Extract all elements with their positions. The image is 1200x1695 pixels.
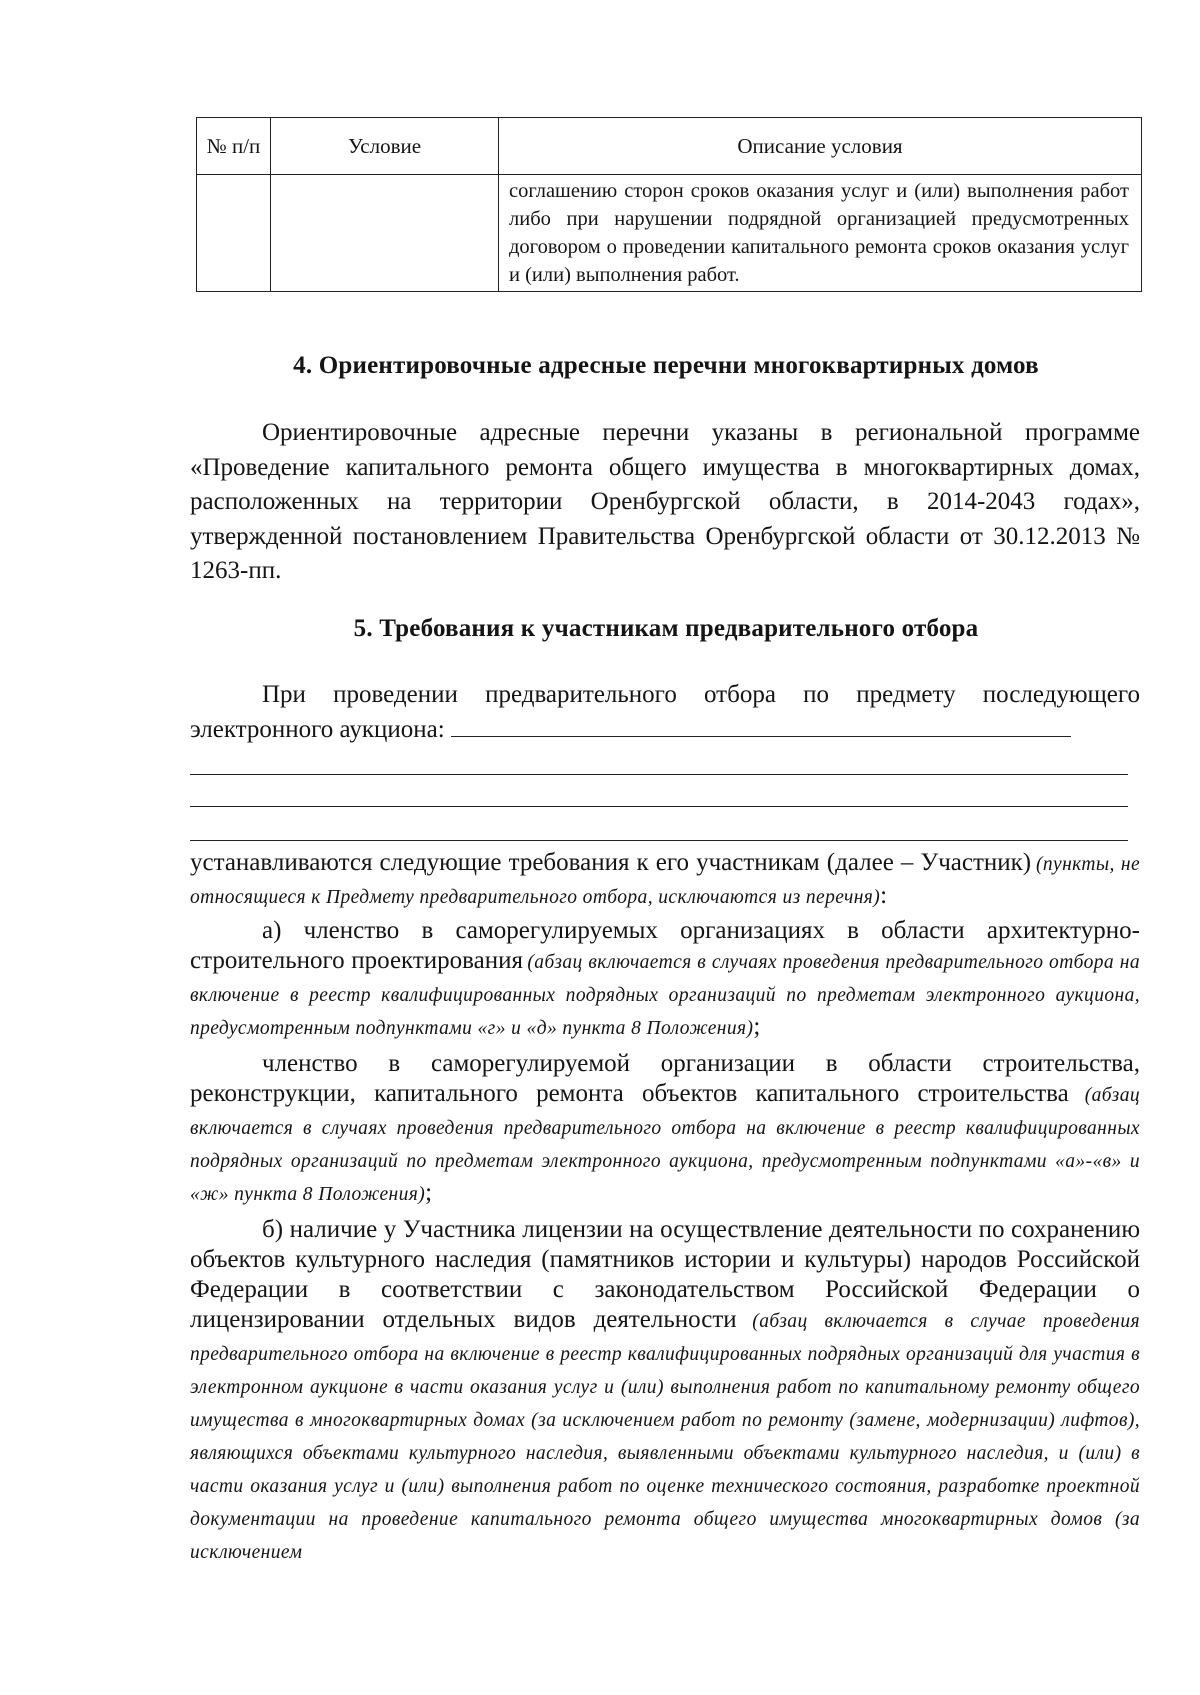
item-a2	[190, 1049, 1140, 1211]
cell-condition	[271, 175, 499, 292]
fill-line-4	[190, 840, 1128, 841]
section-5-heading: 5. Требования к участникам предварительного отбора	[353, 615, 979, 642]
requirements-intro-tail: :	[880, 882, 888, 909]
header-number: № п/п	[197, 118, 271, 175]
requirements-intro-note: (пункты, не относящиеся к Предмету предварительного отбора, исключаются из перечня)	[190, 854, 1141, 908]
header-description: Описание условия	[499, 118, 1142, 175]
table-row	[197, 175, 1142, 292]
item-b-note: (абзац включается в случае проведения предварительного отбора на включение в реестр квалифицированных подрядных организаций для участия в электронном аукционе в части оказания услуг и (или) выполнения работ по капитальному ремонту общего имущества в многоквартирных домах (за исключением работ по ремонту (замене, модернизации) лифтов), являющихся объектами культурного наследия, выявленными объектами культурного наследия, и (или) в части оказания услуг и (или) выполнения работ по оценке технического состояния, разработке проектной документации на проведение капитального ремонта общего имущества многоквартирных домов (за исключением	[190, 1311, 1140, 1563]
fill-line-2	[190, 774, 1128, 775]
requirements-block	[190, 848, 1140, 1569]
item-a-tail: ;	[753, 1013, 761, 1040]
item-a2-tail: ;	[425, 1179, 433, 1206]
requirements-intro-text: устанавливаются следующие требования к его участникам (далее – Участник)	[190, 849, 1032, 876]
fill-line-3	[190, 806, 1128, 807]
item-b	[190, 1215, 1140, 1569]
item-a-text: а) членство в саморегулируемых организациях в области архитектурно-строительного проектирования	[190, 917, 1140, 974]
header-condition: Условие	[271, 118, 499, 175]
intro-text: При проведении предварительного отбора по предмету последующего электронного аукциона:	[190, 681, 1140, 743]
cell-number	[197, 175, 271, 292]
section-4-heading: 4. Ориентировочные адресные перечни многоквартирных домов	[293, 352, 1039, 379]
section-5-intro	[190, 678, 1140, 747]
section-4-paragraph: Ориентировочные адресные перечни указаны в региональной программе «Проведение капитального ремонта общего имущества в многоквартирных домах, расположенных на территории Оренбургской области, в 2014-2043 годах», утвержденной постановлением Правительства Оренбургской области от 30.12.2013 № 1263-пп.	[190, 419, 1140, 584]
item-b-text: б) наличие у Участника лицензии на осуществление деятельности по сохранению объектов культурного наследия (памятников истории и культуры) народов Российской Федерации в соответствии с законодательством Российской Федерации о лицензировании отдельных видов деятельности	[190, 1216, 1140, 1333]
table-header-row	[197, 118, 1142, 175]
item-a2-note: (абзац включается в случаях проведения предварительного отбора на включение в реестр квалифицированных подрядных организаций по предметам электронного аукциона, предусмотренным подпунктами «а»-«в» и «ж» пункта 8 Положения)	[190, 1085, 1140, 1205]
cell-description: соглашению сторон сроков оказания услуг и (или) выполнения работ либо при нарушении подрядной организацией предусмотренных договором о проведении капитального ремонта сроков оказания услуг и (или) выполнения работ.	[499, 175, 1142, 292]
requirements-intro	[190, 848, 1140, 914]
fill-line-1	[451, 714, 1071, 737]
item-a	[190, 916, 1140, 1045]
item-a2-text: членство в саморегулируемой организации в области строительства, реконструкции, капитального ремонта объектов капитального строительства	[190, 1050, 1140, 1107]
conditions-table	[196, 117, 1142, 292]
item-a-note: (абзац включается в случаях проведения предварительного отбора на включение в реестр квалифицированных подрядных организаций по предметам электронного аукциона, предусмотренным подпунктами «г» и «д» пункта 8 Положения)	[190, 952, 1140, 1039]
